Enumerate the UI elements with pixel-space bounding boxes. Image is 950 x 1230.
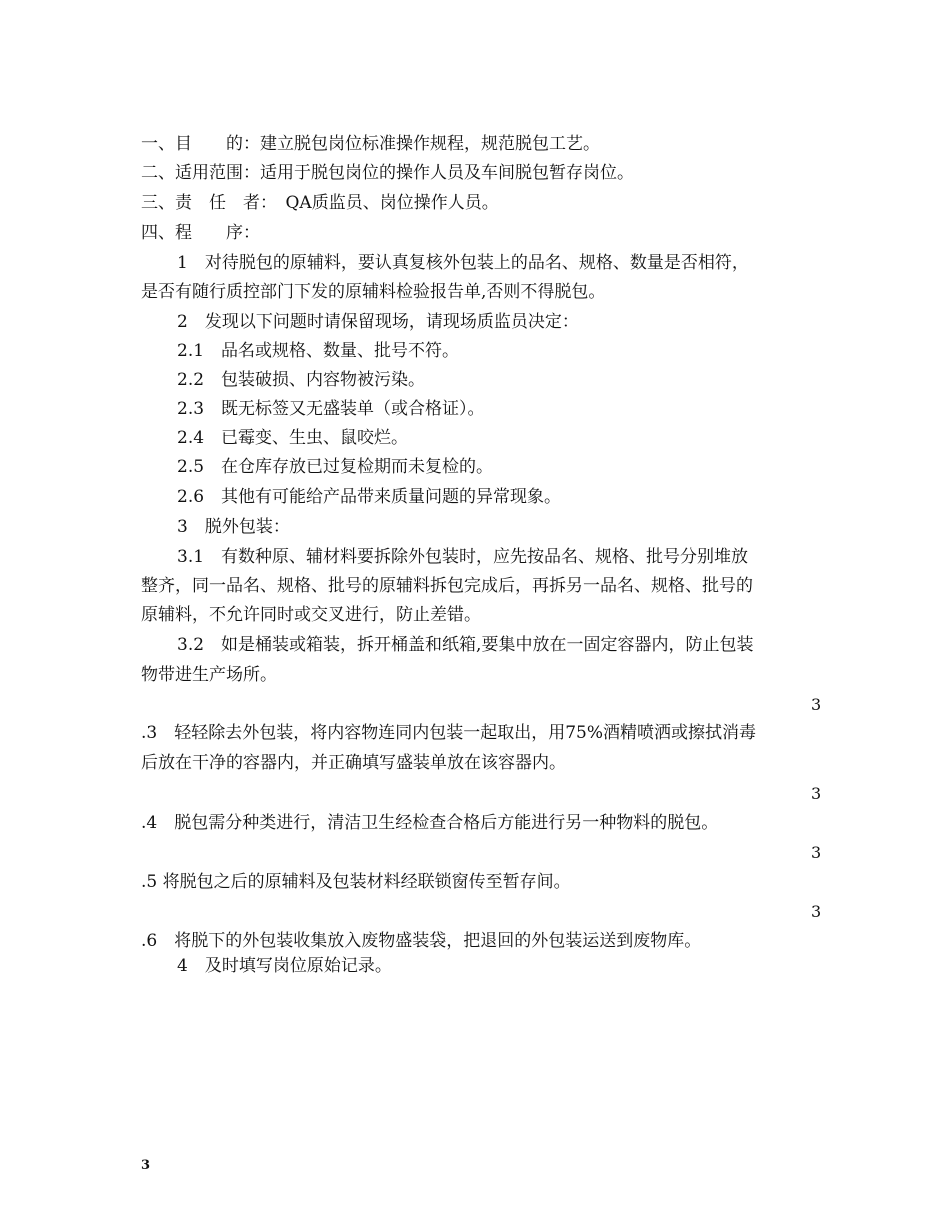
section-procedure-heading: 四、程 序： bbox=[141, 223, 260, 243]
procedure-3-1-line1: 3.1 有数种原、辅材料要拆除外包装时，应先按品名、规格、批号分别堆放 bbox=[177, 547, 749, 567]
procedure-3-3-number: 3 bbox=[811, 695, 822, 714]
procedure-3: 3 脱外包装： bbox=[177, 517, 290, 537]
procedure-3-6-number: 3 bbox=[811, 902, 822, 921]
procedure-3-4-line1: .4 脱包需分种类进行，清洁卫生经检查合格后方能进行另一种物料的脱包。 bbox=[141, 813, 719, 833]
section-responsible: 三、责 任 者： QA质监员、岗位操作人员。 bbox=[141, 193, 499, 213]
procedure-1-line2: 是否有随行质控部门下发的原辅料检验报告单,否则不得脱包。 bbox=[141, 282, 606, 302]
procedure-3-3-line2: 后放在干净的容器内，并正确填写盛装单放在该容器内。 bbox=[141, 753, 566, 773]
procedure-3-3-line1: .3 轻轻除去外包装，将内容物连同内包装一起取出，用75%酒精喷洒或擦拭消毒 bbox=[141, 723, 757, 743]
procedure-3-1-line2: 整齐，同一品名、规格、批号的原辅料拆包完成后，再拆另一品名、规格、批号的 bbox=[141, 576, 753, 596]
procedure-3-2-line2: 物带进生产场所。 bbox=[141, 665, 277, 685]
procedure-3-5-number: 3 bbox=[811, 843, 822, 862]
page-number: 3 bbox=[141, 1158, 151, 1173]
procedure-3-2-line1: 3.2 如是桶装或箱装，拆开桶盖和纸箱,要集中放在一固定容器内，防止包装 bbox=[177, 635, 754, 655]
procedure-2-1: 2.1 品名或规格、数量、批号不符。 bbox=[177, 341, 460, 361]
procedure-2-3: 2.3 既无标签又无盛装单（或合格证）。 bbox=[177, 399, 485, 419]
section-scope: 二、适用范围：适用于脱包岗位的操作人员及车间脱包暂存岗位。 bbox=[141, 163, 634, 183]
procedure-2-2: 2.2 包装破损、内容物被污染。 bbox=[177, 370, 426, 390]
procedure-4: 4 及时填写岗位原始记录。 bbox=[177, 956, 392, 976]
procedure-3-4-number: 3 bbox=[811, 784, 822, 803]
procedure-2-4: 2.4 已霉变、生虫、鼠咬烂。 bbox=[177, 428, 409, 448]
procedure-2: 2 发现以下问题时请保留现场，请现场质监员决定： bbox=[177, 312, 579, 332]
procedure-2-5: 2.5 在仓库存放已过复检期而未复检的。 bbox=[177, 457, 494, 477]
procedure-2-6: 2.6 其他有可能给产品带来质量问题的异常现象。 bbox=[177, 487, 562, 507]
procedure-3-5-line1: .5 将脱包之后的原辅料及包装材料经联锁窗传至暂存间。 bbox=[141, 872, 571, 892]
procedure-1-line1: 1 对待脱包的原辅料，要认真复核外包装上的品名、规格、数量是否相符， bbox=[177, 253, 749, 273]
procedure-3-6-line1: .6 将脱下的外包装收集放入废物盛装袋，把退回的外包装运送到废物库。 bbox=[141, 931, 702, 951]
procedure-3-1-line3: 原辅料，不允许同时或交叉进行，防止差错。 bbox=[141, 605, 481, 625]
section-purpose: 一、目 的：建立脱包岗位标准操作规程，规范脱包工艺。 bbox=[141, 134, 600, 154]
